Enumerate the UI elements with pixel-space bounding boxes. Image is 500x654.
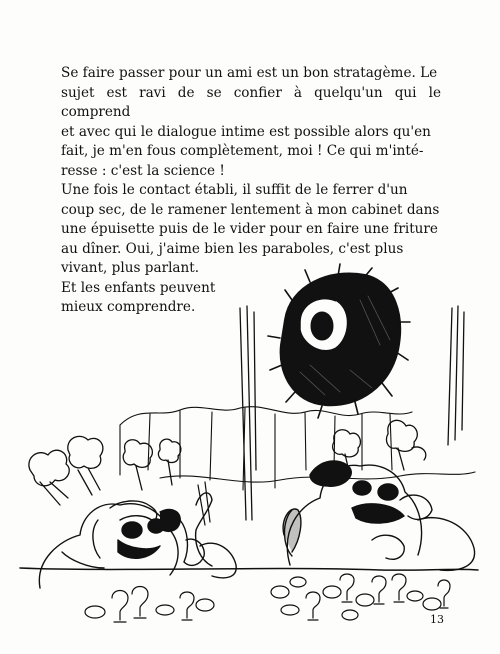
ink-illustration [0, 230, 500, 640]
text-line: une épuisette puis de le vider pour en faire une friture [61, 221, 438, 237]
text-line: sujet est ravi de se confier à quelqu'un qui le comprend [61, 84, 441, 120]
text-line: au dîner. Oui, j'aime bien les paraboles, c'est plus [61, 240, 404, 257]
text-line: vivant, plus parlant. [61, 260, 200, 276]
text-line: Une fois le contact établi, il suffit de le ferrer d'un [61, 182, 408, 198]
table-edge [20, 568, 478, 570]
text-line: fait, je m'en fous complètement, moi ! Ce qui m'inté- [61, 143, 424, 159]
glasses-and-dishes [85, 574, 450, 622]
text-line: Et les enfants peuvent [61, 279, 216, 296]
text-line: coup sec, de le ramener lentement à mon cabinet dans [61, 201, 440, 218]
text-line: et avec qui le dialogue intime est possible alors qu'en [61, 123, 431, 140]
dark-sun-eye [268, 264, 410, 418]
right-figure [283, 461, 474, 570]
left-figure [39, 482, 236, 588]
text-line: mieux comprendre. [61, 299, 196, 315]
text-line: Se faire passer pour un ami est un bon stratagème. Le [61, 65, 438, 81]
page-number: 13 [430, 613, 444, 626]
text-line: resse : c'est la science ! [61, 162, 225, 179]
